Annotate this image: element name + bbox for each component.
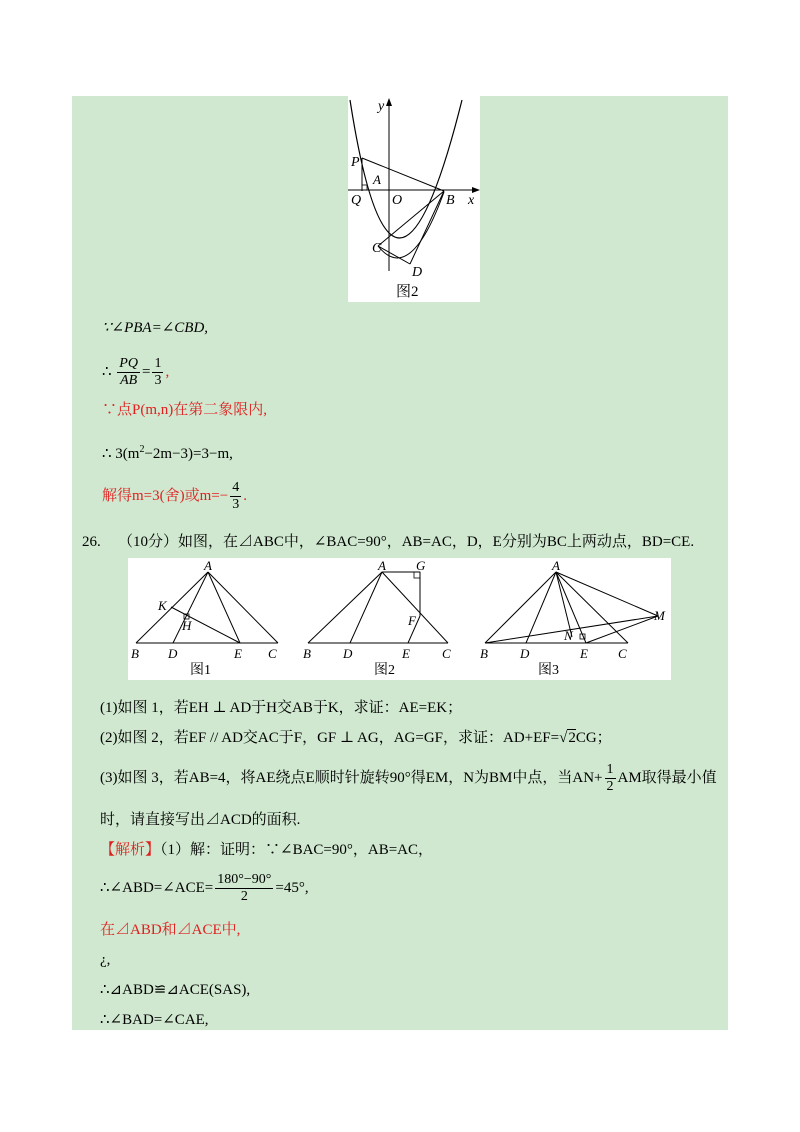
svg-text:E: E bbox=[234, 646, 242, 661]
parabola-diagram bbox=[348, 96, 480, 302]
question-2: (2)如图 2，若EF // AD交AC于F，GF ⊥ AG，AG=GF，求证：AD+EF=√2CG； bbox=[100, 730, 612, 746]
figure-2 bbox=[303, 558, 451, 678]
question-3-cont: 时，请直接写出⊿ACD的面积. bbox=[100, 812, 301, 828]
figures-row bbox=[128, 558, 671, 680]
svg-text:C: C bbox=[442, 646, 451, 661]
line-quadrant: ∵点P(m,n)在第二象限内, bbox=[102, 402, 268, 418]
svg-text:M: M bbox=[654, 608, 665, 623]
label-y: y bbox=[378, 99, 385, 114]
svg-text:图3: 图3 bbox=[538, 663, 559, 678]
svg-text:B: B bbox=[480, 646, 488, 661]
solution-angles: ∴∠ABD=∠ACE= $\frac{180^\circ-90^\circ}{2}$ =45°, bbox=[100, 872, 309, 905]
svg-text:E: E bbox=[402, 646, 410, 661]
svg-text:D: D bbox=[520, 646, 530, 661]
question-1: (1)如图 1，若EH ⊥ AD于H交AB于K，求证：AE=EK； bbox=[100, 700, 463, 716]
svg-text:C: C bbox=[268, 646, 277, 661]
svg-text:G: G bbox=[416, 558, 426, 573]
solution-angle-result: ∴∠BAD=∠CAE, bbox=[100, 1012, 209, 1028]
svg-text:A: A bbox=[552, 558, 560, 573]
label-D: D bbox=[412, 265, 423, 280]
solution-header: 【解析】（1）解：证明：∵∠BAC=90°，AB=AC， bbox=[100, 842, 434, 858]
figure-1 bbox=[131, 558, 278, 678]
figures-diagram bbox=[128, 558, 671, 680]
svg-text:A: A bbox=[378, 558, 386, 573]
svg-text:C: C bbox=[618, 646, 627, 661]
problem-stem: （10分）如图，在⊿ABC中，∠BAC=90°，AB=AC，D，E分别为BC上两动点，BD=CE. bbox=[118, 534, 695, 550]
label-x: x bbox=[468, 193, 475, 208]
figure-caption: 图2 bbox=[396, 284, 419, 300]
svg-text:D: D bbox=[343, 646, 353, 661]
solution-brace: ¿, bbox=[100, 952, 111, 968]
parabola-figure bbox=[348, 96, 480, 302]
label-A: A bbox=[373, 172, 381, 187]
solution-congruent: ∴⊿ABD≌⊿ACE(SAS), bbox=[100, 982, 251, 998]
svg-text:A: A bbox=[204, 558, 212, 573]
svg-text:K: K bbox=[158, 598, 167, 613]
line-ratio: ∴ $\frac{PQ}{AB}$ = $\frac{1}{3}$ , bbox=[102, 356, 170, 389]
svg-text:B: B bbox=[303, 646, 311, 661]
label-C: C bbox=[372, 241, 382, 256]
line-angle-equal: ∵∠PBA=∠CBD, bbox=[102, 320, 209, 336]
svg-text:B: B bbox=[131, 646, 139, 661]
svg-text:H: H bbox=[182, 618, 192, 633]
figure-3 bbox=[480, 558, 666, 678]
question-3: (3)如图 3，若AB=4，将AE绕点E顺时针旋转90°得EM，N为BM中点，当AN+ $\frac{1}{2}$ AM取得最小值 bbox=[100, 762, 717, 795]
solution-triangles: 在⊿ABD和⊿ACE中, bbox=[100, 922, 241, 938]
svg-text:F: F bbox=[408, 613, 416, 628]
label-O: O bbox=[392, 193, 403, 208]
line-equation: ∴ $3(m^2-2m-3)=3-m$, bbox=[102, 444, 233, 462]
line-solve: 解得m=3(舍)或m=− $\frac{4}{3}$ . bbox=[102, 480, 247, 513]
problem-number: 26. bbox=[82, 534, 101, 550]
label-Q: Q bbox=[351, 193, 362, 208]
svg-text:D: D bbox=[168, 646, 178, 661]
svg-text:图2: 图2 bbox=[374, 663, 395, 678]
svg-text:E: E bbox=[580, 646, 588, 661]
svg-text:图1: 图1 bbox=[190, 663, 211, 678]
label-P: P bbox=[351, 155, 360, 170]
label-B: B bbox=[446, 193, 455, 208]
svg-text:N: N bbox=[564, 628, 573, 643]
